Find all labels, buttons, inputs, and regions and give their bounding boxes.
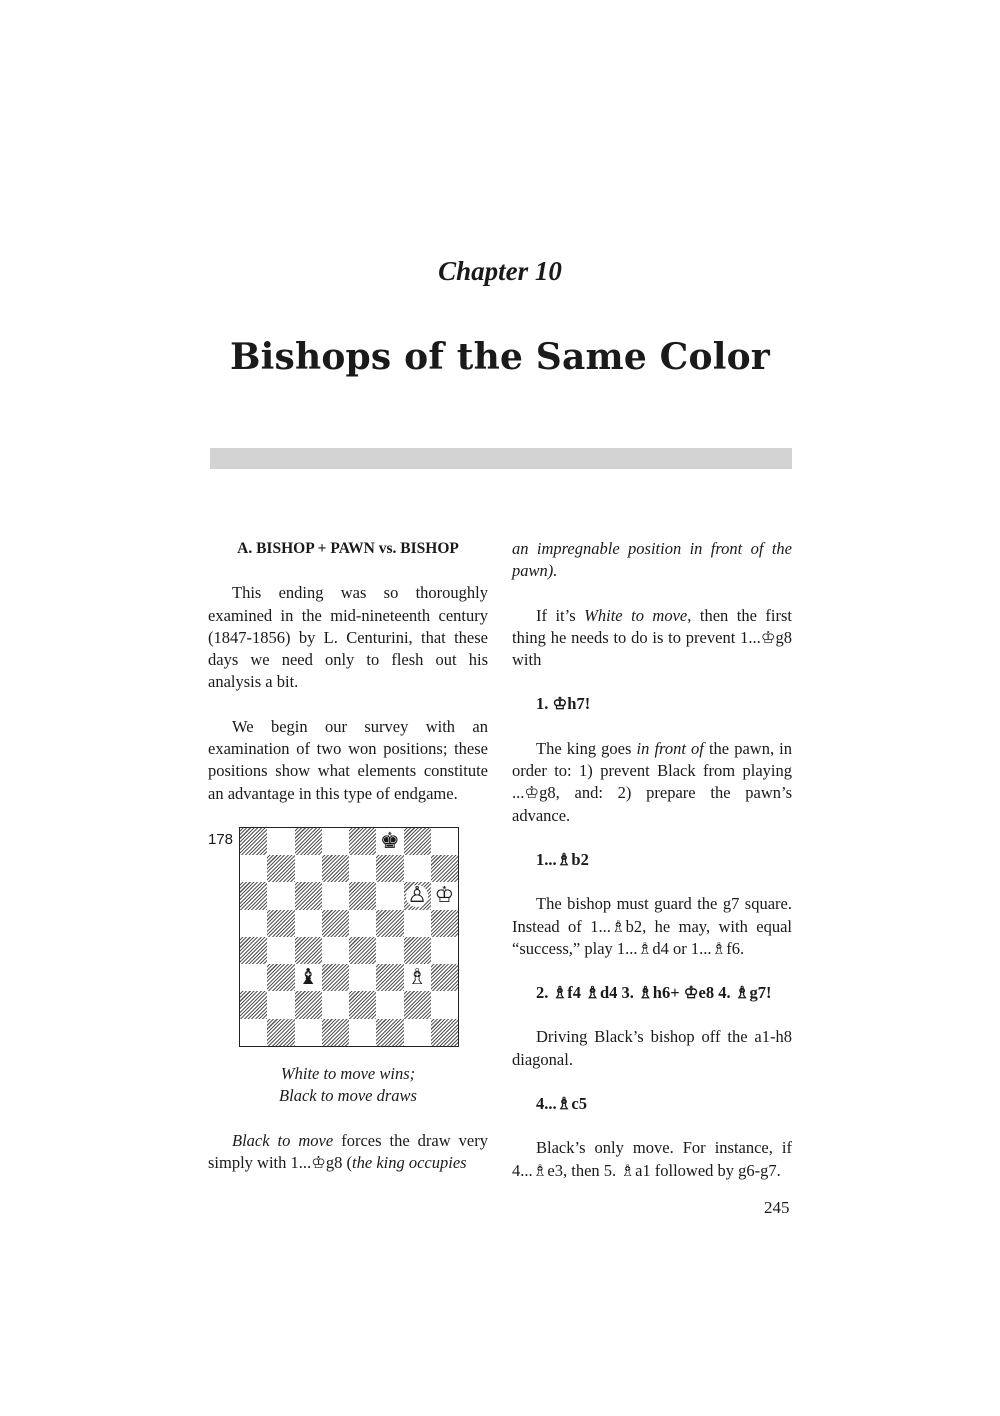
square-g8 (404, 828, 431, 855)
square-f7 (376, 855, 403, 882)
paragraph-black-to-move (208, 1130, 488, 1175)
king-front-text: the pawn, in order to: 1) prevent Black from playing ...♔g8, and: 2) prepare the pawn’s advance. (512, 738, 792, 825)
paragraph-intro: This ending was so thoroughly examined in the mid-nineteenth century (1847-1856) by L. Centurini, that these days we need only to flesh out his analysis a bit. (208, 583, 488, 692)
paragraph-only-move: Black’s only move. For instance, if 4...♗e3, then 5. ♗a1 followed by g6-g7. (512, 1138, 792, 1180)
square-b5 (267, 910, 294, 937)
white-to-move-emphasis: White to move (584, 605, 688, 625)
square-a6 (240, 882, 267, 909)
square-b2 (267, 991, 294, 1018)
square-e2 (349, 991, 376, 1018)
square-a1 (240, 1019, 267, 1046)
diagram-number: 178 (208, 830, 234, 848)
square-h8 (431, 828, 458, 855)
king-occupies-emphasis: the king occupies (352, 1152, 467, 1172)
paragraph-bishop-guard: The bishop must guard the g7 square. Instead of 1...♗b2, he may, with equal “success,” play 1...♗d4 or 1...♗f6. (512, 894, 792, 958)
square-h1 (431, 1019, 458, 1046)
square-d2 (322, 991, 349, 1018)
square-g3 (404, 964, 431, 991)
square-b8 (267, 828, 294, 855)
in-front-of-emphasis: in front of (636, 738, 704, 758)
square-a5 (240, 910, 267, 937)
square-b1 (267, 1019, 294, 1046)
chess-board (239, 827, 459, 1047)
move-line-1: 1. ♔h7! (536, 694, 591, 714)
caption-line-2: Black to move draws (279, 1086, 417, 1106)
square-c6 (295, 882, 322, 909)
white-pawn-icon: ♙ (407, 883, 427, 909)
black-to-move-emphasis: Black to move (232, 1130, 334, 1150)
square-f1 (376, 1019, 403, 1046)
square-e5 (349, 910, 376, 937)
square-e1 (349, 1019, 376, 1046)
caption-line-1: White to move wins; (280, 1063, 416, 1083)
paragraph-survey: We begin our survey with an examination of two won positions; these positions show what elements constitute an advantage in this type of endgame. (208, 716, 488, 803)
square-f4 (376, 937, 403, 964)
square-d4 (322, 937, 349, 964)
diagram-caption (208, 1063, 488, 1108)
paragraph-white-to-move (512, 605, 792, 672)
square-c1 (295, 1019, 322, 1046)
square-h2 (431, 991, 458, 1018)
white-to-move-lead: If it’s (536, 605, 585, 625)
square-b6 (267, 882, 294, 909)
paragraph-continuation: an impregnable position in front of the pawn). (512, 539, 792, 581)
square-e3 (349, 964, 376, 991)
move-line-2: 1...♗b2 (536, 849, 589, 869)
square-c3 (295, 964, 322, 991)
square-e8 (349, 828, 376, 855)
square-a3 (240, 964, 267, 991)
king-front-lead: The king goes (536, 738, 637, 758)
square-c5 (295, 910, 322, 937)
square-f2 (376, 991, 403, 1018)
square-c2 (295, 991, 322, 1018)
square-d6 (322, 882, 349, 909)
page-number: 245 (764, 1198, 790, 1217)
square-d8 (322, 828, 349, 855)
square-e4 (349, 937, 376, 964)
square-f8 (376, 828, 403, 855)
square-g7 (404, 855, 431, 882)
square-h7 (431, 855, 458, 882)
move-line-4: 4...♗c5 (536, 1094, 587, 1114)
square-a2 (240, 991, 267, 1018)
square-a8 (240, 828, 267, 855)
square-g6 (404, 882, 431, 909)
black-king-icon: ♚ (380, 828, 400, 854)
square-g5 (404, 910, 431, 937)
square-b7 (267, 855, 294, 882)
square-b4 (267, 937, 294, 964)
square-d3 (322, 964, 349, 991)
paragraph-driving-bishop: Driving Black’s bishop off the a1-h8 diagonal. (512, 1027, 792, 1069)
square-g1 (404, 1019, 431, 1046)
diagram-figure (208, 827, 488, 1063)
square-g4 (404, 937, 431, 964)
square-d5 (322, 910, 349, 937)
square-a4 (240, 937, 267, 964)
white-bishop-icon: ♗ (407, 964, 427, 990)
white-to-move-text: , then the first thing he needs to do is to prevent 1...♔g8 with (512, 605, 792, 670)
square-e6 (349, 882, 376, 909)
black-to-move-text: forces the draw very simply with 1...♔g8 ( (208, 1130, 488, 1172)
square-c7 (295, 855, 322, 882)
square-h3 (431, 964, 458, 991)
chapter-divider-bar (210, 448, 792, 469)
square-h5 (431, 910, 458, 937)
square-f6 (376, 882, 403, 909)
square-h4 (431, 937, 458, 964)
paragraph-king-front (512, 738, 792, 827)
black-bishop-icon: ♝ (298, 964, 318, 990)
square-c8 (295, 828, 322, 855)
right-column (512, 538, 792, 1204)
chapter-label: Chapter 10 (438, 256, 562, 286)
square-d1 (322, 1019, 349, 1046)
move-line-3: 2. ♗f4 ♗d4 3. ♗h6+ ♔e8 4. ♗g7! (536, 983, 772, 1003)
section-heading: A. BISHOP + PAWN vs. BISHOP (237, 540, 459, 557)
square-f3 (376, 964, 403, 991)
square-c4 (295, 937, 322, 964)
white-king-icon: ♔ (434, 883, 455, 909)
square-d7 (322, 855, 349, 882)
square-g2 (404, 991, 431, 1018)
square-f5 (376, 910, 403, 937)
left-column (208, 538, 488, 1196)
chapter-title: Bishops of the Same Color (230, 336, 770, 378)
square-a7 (240, 855, 267, 882)
square-e7 (349, 855, 376, 882)
square-b3 (267, 964, 294, 991)
square-h6 (431, 882, 458, 909)
